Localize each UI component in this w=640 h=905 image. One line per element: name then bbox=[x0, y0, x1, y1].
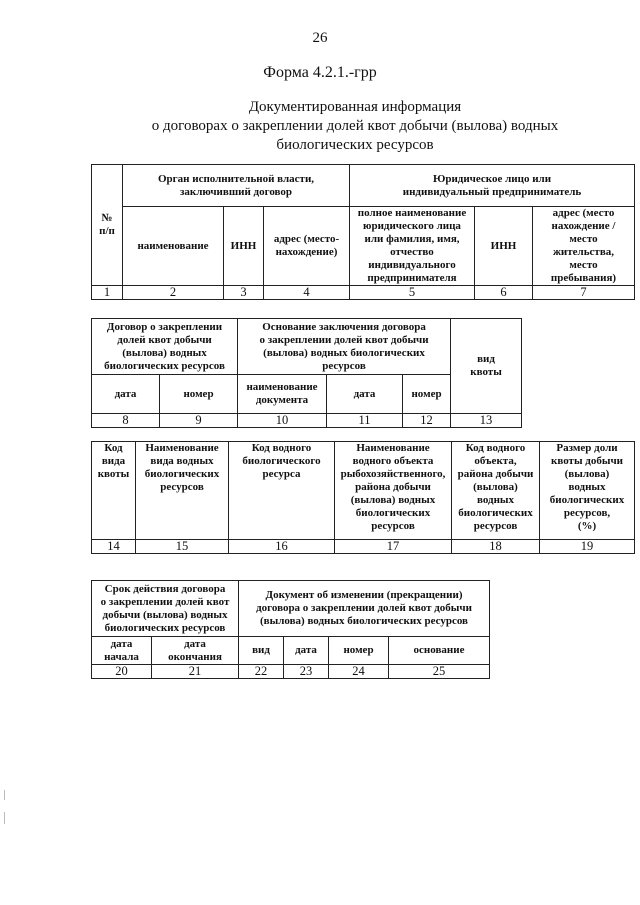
page-number: 26 bbox=[312, 30, 328, 46]
column-number: 22 bbox=[239, 665, 284, 679]
authority-address-header: адрес (место- нахождение) bbox=[264, 207, 350, 286]
authority-inn-header: ИНН bbox=[224, 207, 264, 286]
change-document-group-header: Документ об изменении (прекращении) договора о закреплении долей квот добычи (вылова) водных биологических ресурсов bbox=[239, 581, 490, 637]
water-object-code-header: Код водного объекта, района добычи (вылова) водных биологических ресурсов bbox=[452, 442, 540, 540]
change-date-header: дата bbox=[284, 637, 329, 665]
authority-group-header: Орган исполнительной власти, заключивший договор bbox=[123, 165, 350, 207]
column-number: 9 bbox=[160, 414, 238, 428]
legal-entity-group-header: Юридическое лицо или индивидуальный предприниматель bbox=[350, 165, 635, 207]
change-number-header: номер bbox=[329, 637, 389, 665]
contract-term-group-header: Срок действия договора о закреплении долей квот добычи (вылова) водных биологических ресурсов bbox=[92, 581, 239, 637]
change-type-header: вид bbox=[239, 637, 284, 665]
column-number: 23 bbox=[284, 665, 329, 679]
column-number: 1 bbox=[92, 286, 123, 300]
resource-type-name-header: Наименование вида водных биологических ресурсов bbox=[136, 442, 229, 540]
legal-entity-inn-header: ИНН bbox=[475, 207, 533, 286]
column-number: 25 bbox=[389, 665, 490, 679]
table-contracting-parties bbox=[91, 164, 635, 300]
end-date-header: дата окончания bbox=[152, 637, 239, 665]
column-number: 20 bbox=[92, 665, 152, 679]
column-number: 13 bbox=[451, 414, 522, 428]
column-number: 24 bbox=[329, 665, 389, 679]
quota-type-header: вид квоты bbox=[451, 319, 522, 414]
resource-code-header: Код водного биологического ресурса bbox=[229, 442, 335, 540]
column-number: 2 bbox=[123, 286, 224, 300]
column-number: 15 bbox=[136, 540, 229, 554]
basis-number-header: номер bbox=[403, 375, 451, 414]
column-number: 12 bbox=[403, 414, 451, 428]
column-number: 11 bbox=[327, 414, 403, 428]
legal-entity-name-header: полное наименование юридического лица или фамилия, имя, отчество индивидуального предпринимателя bbox=[350, 207, 475, 286]
column-number: 8 bbox=[92, 414, 160, 428]
basis-group-header: Основание заключения договора о закреплении долей квот добычи (вылова) водных биологических ресурсов bbox=[238, 319, 451, 375]
column-number: 4 bbox=[264, 286, 350, 300]
table-contract-basis bbox=[91, 318, 522, 428]
column-number: 5 bbox=[350, 286, 475, 300]
contract-group-header: Договор о закреплении долей квот добычи (вылова) водных биологических ресурсов bbox=[92, 319, 238, 375]
table-contract-term-changes bbox=[91, 580, 490, 679]
column-number: 16 bbox=[229, 540, 335, 554]
row-number-header: № п/п bbox=[92, 165, 123, 286]
start-date-header: дата начала bbox=[92, 637, 152, 665]
basis-date-header: дата bbox=[327, 375, 403, 414]
column-number: 19 bbox=[540, 540, 635, 554]
scan-mark bbox=[4, 790, 5, 800]
contract-number-header: номер bbox=[160, 375, 238, 414]
authority-name-header: наименование bbox=[123, 207, 224, 286]
basis-document-name-header: наименование документа bbox=[238, 375, 327, 414]
change-basis-header: основание bbox=[389, 637, 490, 665]
column-number: 10 bbox=[238, 414, 327, 428]
quota-type-code-header: Код вида квоты bbox=[92, 442, 136, 540]
column-number: 6 bbox=[475, 286, 533, 300]
column-number: 21 bbox=[152, 665, 239, 679]
column-number: 7 bbox=[533, 286, 635, 300]
title-line-3: биологических ресурсов bbox=[276, 137, 434, 153]
scan-mark bbox=[4, 812, 5, 824]
column-number: 14 bbox=[92, 540, 136, 554]
form-name: Форма 4.2.1.-грр bbox=[263, 64, 377, 81]
legal-entity-address-header: адрес (место нахождение / место жительства, место пребывания) bbox=[533, 207, 635, 286]
column-number: 3 bbox=[224, 286, 264, 300]
column-number: 18 bbox=[452, 540, 540, 554]
title-line-1: Документированная информация bbox=[248, 99, 462, 115]
document-title bbox=[120, 98, 590, 155]
contract-date-header: дата bbox=[92, 375, 160, 414]
table-quota-resources bbox=[91, 441, 635, 554]
quota-share-size-header: Размер доли квоты добычи (вылова) водных биологических ресурсов, (%) bbox=[540, 442, 635, 540]
title-line-2: о договорах о закреплении долей квот добычи (вылова) водных bbox=[151, 118, 559, 134]
water-object-name-header: Наименование водного объекта рыбохозяйственного, района добычи (вылова) водных биологических ресурсов bbox=[335, 442, 452, 540]
column-number: 17 bbox=[335, 540, 452, 554]
